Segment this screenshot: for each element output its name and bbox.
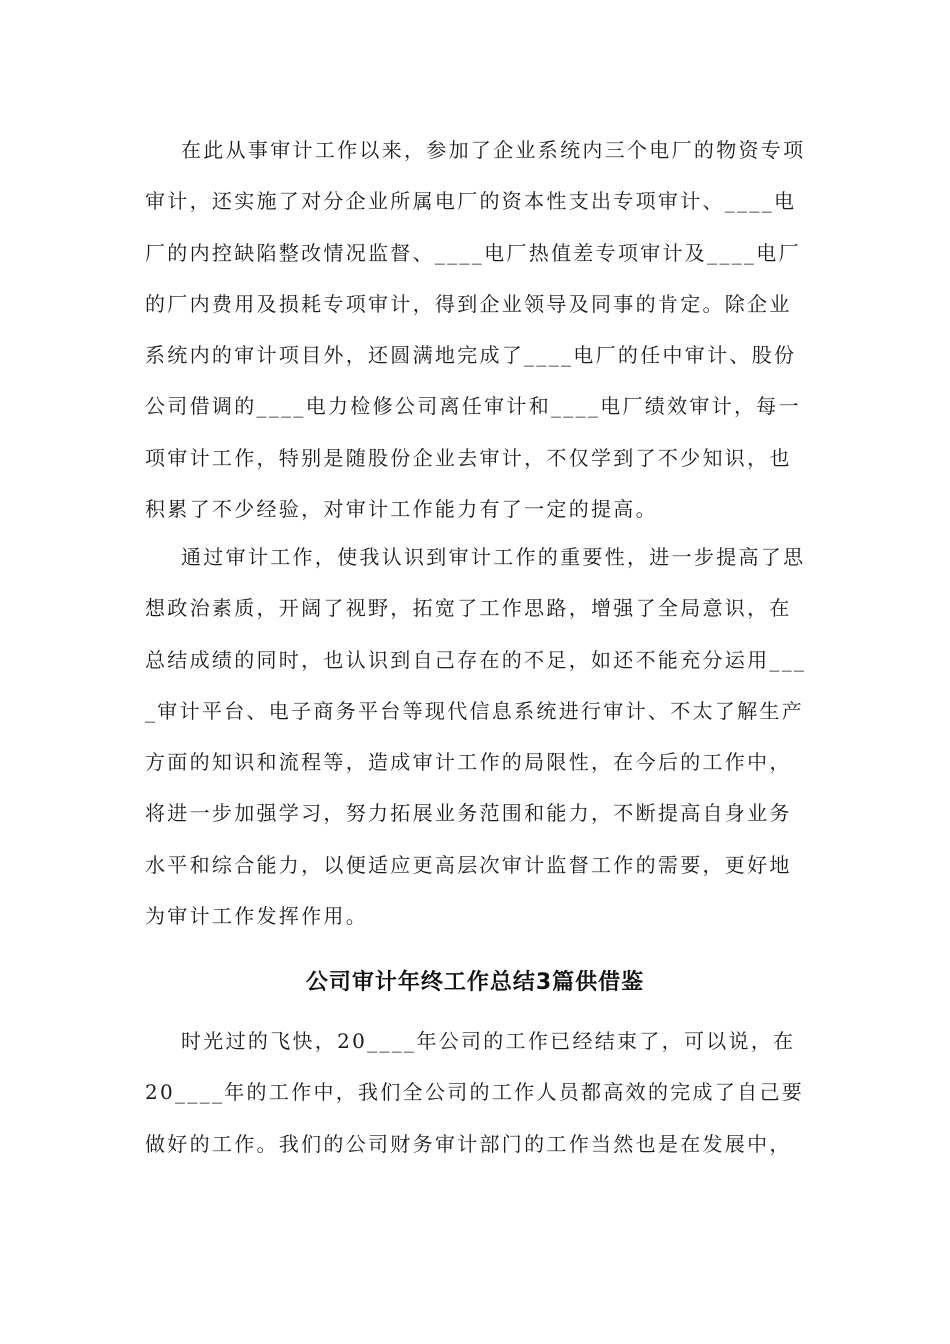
text-line: 通过审计工作，使我认识到审计工作的重要性，进一步提高了思 <box>181 545 806 569</box>
text-line: 审计，还实施了对分企业所属电厂的资本性支出专项审计、____电 <box>145 189 797 214</box>
text-line: 厂的内控缺陷整改情况监督、____电厂热值差专项审计及____电厂 <box>145 240 801 265</box>
text-line: 水平和综合能力，以便适应更高层次审计监督工作的需要，更好地 <box>145 852 792 877</box>
section-heading: 公司审计年终工作总结3篇供借鉴 <box>305 970 645 995</box>
text-line: 在此从事审计工作以来，参加了企业系统内三个电厂的物资专项 <box>181 138 806 162</box>
text-line: 想政治素质，开阔了视野，拓宽了工作思路，增强了全局意识，在 <box>145 596 792 621</box>
paragraph-self-reflection <box>145 532 805 942</box>
text-line: 总结成绩的同时，也认识到自己存在的不足，如还不能充分运用___ <box>145 647 807 672</box>
text-line: _审计平台、电子商务平台等现代信息系统进行审计、不太了解生产 <box>145 698 804 723</box>
text-line: 做好的工作。我们的公司财务审计部门的工作当然也是在发展中， <box>145 1131 792 1156</box>
text-line: 方面的知识和流程等，造成审计工作的局限性，在今后的工作中， <box>145 750 792 775</box>
text-line: 项审计工作，特别是随股份企业去审计，不仅学到了不少知识，也 <box>145 445 792 470</box>
text-line: 时光过的飞快，20____年公司的工作已经结束了，可以说，在 <box>181 1029 796 1053</box>
text-line: 公司借调的____电力检修公司离任审计和____电厂绩效审计，每一 <box>145 394 801 419</box>
paragraph-year-summary <box>145 1016 805 1170</box>
text-line: 的厂内费用及损耗专项审计，得到企业领导及同事的肯定。除企业 <box>145 291 792 316</box>
paragraph-audit-experience <box>145 125 805 535</box>
text-line: 20____年的工作中，我们全公司的工作人员都高效的完成了自己要 <box>145 1080 805 1105</box>
text-line: 积累了不少经验，对审计工作能力有了一定的提高。 <box>145 497 658 522</box>
text-line: 将进一步加强学习，努力拓展业务范围和能力，不断提高自身业务 <box>145 801 792 826</box>
text-line: 系统内的审计项目外，还圆满地完成了____电厂的任中审计、股份 <box>145 343 797 368</box>
text-line: 为审计工作发挥作用。 <box>145 904 368 929</box>
